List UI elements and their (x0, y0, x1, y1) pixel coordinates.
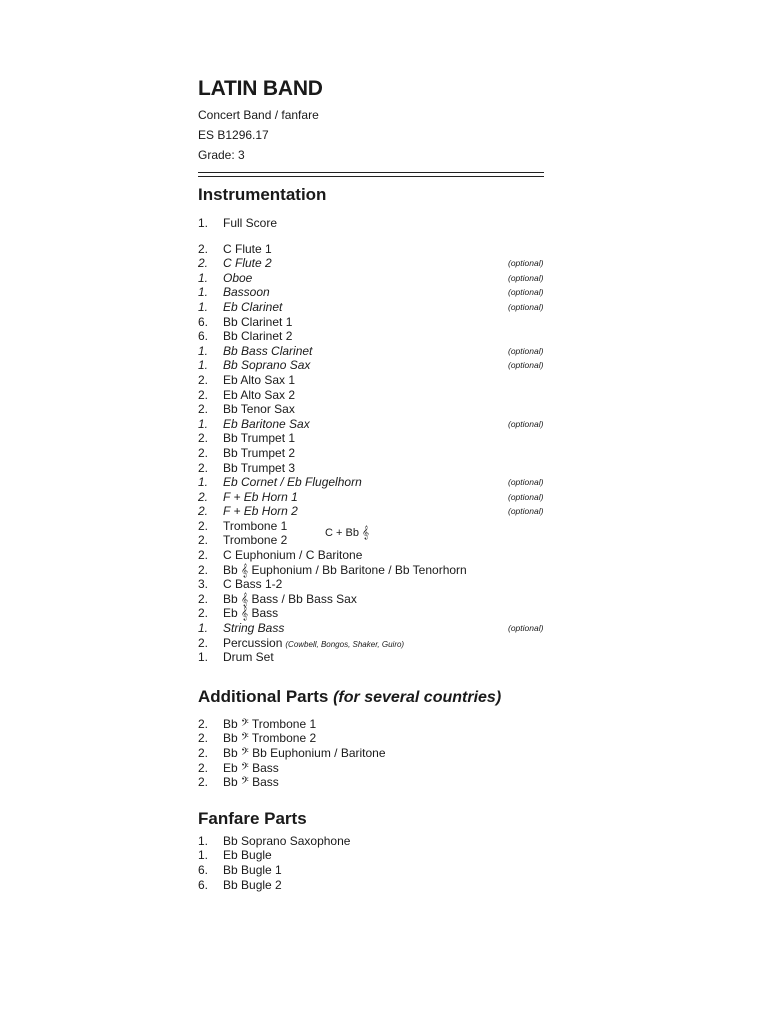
part-count: 1. (198, 650, 209, 665)
part-label: Bb Soprano Sax (223, 358, 311, 373)
part-name (223, 475, 362, 490)
optional-label: (optional) (508, 623, 544, 634)
part-count: 2. (198, 606, 209, 621)
grade: Grade: 3 (198, 148, 245, 162)
part-count: 2. (198, 489, 209, 504)
list-item (198, 533, 558, 548)
part-label: Bb Trumpet 2 (223, 445, 296, 460)
part-label: String Bass (223, 621, 285, 636)
instrumentation-heading: Instrumentation (198, 185, 327, 204)
part-key: Eb (223, 760, 238, 775)
part-name (223, 548, 362, 563)
part-count: 1. (198, 343, 209, 358)
part-count: 2. (198, 562, 209, 577)
part-count: 2. (198, 460, 209, 475)
part-count: 1. (198, 848, 209, 863)
part-label: Bb Bugle 1 (223, 862, 282, 877)
bass-clef-icon: 𝄢 (241, 731, 249, 746)
part-label: Trombone 1 (251, 716, 317, 731)
part-count: 2. (198, 635, 209, 650)
part-label: Trombone 2 (223, 533, 288, 548)
part-count: 1. (198, 299, 209, 314)
list-item (198, 315, 558, 330)
list-item (198, 848, 558, 863)
treble-clef-icon: 𝄞 (241, 562, 249, 577)
list-item (198, 256, 558, 271)
list-item (198, 431, 558, 446)
list-item (198, 417, 558, 432)
part-name (223, 256, 272, 271)
part-count: 2. (198, 533, 209, 548)
list-item (198, 606, 558, 621)
list-item (198, 490, 558, 505)
list-item (198, 636, 558, 651)
part-label: Percussion (223, 635, 283, 650)
part-label: Bb Bugle 2 (223, 877, 282, 892)
part-count: 6. (198, 329, 209, 344)
list-item (198, 402, 558, 417)
list-item (198, 285, 558, 300)
part-count: 6. (198, 314, 209, 329)
list-item (198, 300, 558, 315)
list-item (198, 621, 558, 636)
optional-label: (optional) (508, 418, 544, 429)
part-key: Bb (223, 746, 238, 760)
part-name (223, 577, 282, 592)
list-item (198, 329, 558, 344)
list-item (198, 216, 558, 231)
list-item (198, 731, 558, 746)
document-title: LATIN BAND (198, 77, 323, 100)
part-name (223, 431, 295, 446)
part-label: Bb Trumpet 3 (223, 460, 296, 475)
part-count: 2. (198, 372, 209, 387)
part-key: Bb (223, 731, 238, 746)
list-item (198, 242, 558, 257)
part-label: Euphonium / Bb Baritone / Bb Tenorhorn (251, 562, 467, 577)
part-label: Bb Bass Clarinet (223, 343, 313, 358)
list-item (198, 563, 558, 578)
part-label: Eb Alto Sax 2 (223, 387, 296, 402)
ensemble-type: Concert Band / fanfare (198, 108, 319, 122)
part-label: C Flute 1 (223, 241, 272, 256)
optional-label: (optional) (508, 477, 544, 488)
part-note: (Cowbell, Bongos, Shaker, Guiro) (285, 639, 405, 649)
part-count: 2. (198, 591, 209, 606)
part-count: 2. (198, 548, 209, 563)
part-name (223, 621, 284, 636)
list-item (198, 717, 558, 732)
fanfare-parts-heading: Fanfare Parts (198, 808, 307, 828)
bass-clef-icon: 𝄢 (241, 716, 249, 731)
part-count: 1. (198, 270, 209, 285)
part-count: 2. (198, 760, 209, 775)
part-key: Eb (223, 606, 238, 621)
list-item (198, 746, 558, 761)
part-name (223, 344, 312, 359)
part-label: Bb Euphonium / Baritone (252, 746, 386, 760)
part-name (223, 518, 370, 539)
part-name (223, 329, 292, 344)
part-count: 1. (198, 621, 209, 636)
additional-parts-list (198, 717, 558, 790)
part-count: 1. (198, 416, 209, 431)
list-item (198, 548, 558, 563)
part-label: Eb Clarinet (223, 299, 283, 314)
part-count: 2. (198, 256, 209, 271)
instrumentation-list (198, 242, 558, 665)
part-count: 1. (198, 358, 209, 373)
part-label: Bassoon (223, 285, 270, 300)
part-name (223, 717, 316, 732)
optional-label: (optional) (508, 258, 544, 269)
part-count: 2. (198, 431, 209, 446)
part-count: 6. (198, 862, 209, 877)
list-item (198, 475, 558, 490)
part-count: 2. (198, 387, 209, 402)
part-count: 1. (198, 216, 209, 230)
part-name (223, 863, 282, 878)
list-item (198, 461, 558, 476)
part-count: 2. (198, 241, 209, 256)
part-label: Bb Clarinet 1 (223, 314, 293, 329)
part-name (223, 271, 252, 286)
optional-label: (optional) (508, 360, 544, 371)
part-count: 1. (198, 285, 209, 300)
part-count: 2. (198, 402, 209, 417)
part-name (223, 533, 287, 548)
part-count: 2. (198, 731, 209, 746)
list-item (198, 373, 558, 388)
list-item (198, 834, 558, 849)
part-count: 2. (198, 504, 209, 519)
part-count: 3. (198, 577, 209, 592)
fanfare-parts-list (198, 834, 558, 892)
part-name (223, 504, 298, 519)
part-key: Bb (223, 775, 238, 790)
trombone-key-label: C + Bb (325, 526, 359, 539)
list-item (198, 863, 558, 878)
part-count: 1. (198, 833, 209, 848)
part-name (223, 746, 386, 761)
part-count: 2. (198, 716, 209, 731)
bass-clef-icon: 𝄢 (241, 775, 249, 790)
bass-clef-icon: 𝄢 (241, 746, 249, 760)
part-name (223, 315, 292, 330)
additional-parts-title: Additional Parts (198, 686, 329, 706)
part-label: Oboe (223, 270, 253, 285)
part-name (223, 834, 350, 849)
part-name (223, 402, 295, 417)
treble-clef-icon: 𝄞 (362, 524, 370, 539)
part-name: Full Score (223, 216, 278, 230)
part-name (223, 563, 467, 578)
part-name (223, 242, 272, 257)
document-page (198, 76, 558, 892)
optional-label: (optional) (508, 287, 544, 298)
list-item (198, 271, 558, 286)
part-name (223, 300, 282, 315)
list-item (198, 650, 558, 665)
list-item (198, 344, 558, 359)
score-list (198, 216, 558, 231)
part-label: Bass / Bb Bass Sax (251, 591, 357, 606)
optional-label: (optional) (508, 272, 544, 283)
part-name (223, 775, 279, 790)
list-item (198, 358, 558, 373)
part-label: Eb Cornet / Eb Flugelhorn (223, 475, 362, 490)
part-name (223, 761, 279, 776)
part-label: Eb Bugle (223, 848, 272, 863)
part-label: F + Eb Horn 2 (223, 504, 298, 519)
part-name (223, 358, 310, 373)
optional-label: (optional) (508, 506, 544, 517)
list-item (198, 592, 558, 607)
part-label: Bb Trumpet 1 (223, 431, 296, 446)
treble-clef-icon: 𝄞 (241, 606, 249, 621)
part-label: Bass (251, 606, 279, 621)
part-label: C Flute 2 (223, 256, 272, 271)
part-name (223, 878, 282, 893)
part-count: 6. (198, 877, 209, 892)
part-label: Bass (252, 760, 279, 775)
part-label: Bb Soprano Saxophone (223, 833, 351, 848)
part-name (223, 490, 298, 505)
header-divider (198, 172, 544, 177)
part-name (223, 285, 270, 300)
list-item (198, 388, 558, 403)
part-name (223, 388, 295, 403)
part-key: Bb (223, 591, 238, 606)
additional-parts-subtitle: (for several countries) (333, 688, 502, 706)
optional-label: (optional) (508, 491, 544, 502)
part-key: Bb (223, 562, 238, 577)
part-key: Bb (223, 716, 238, 731)
list-item (198, 518, 558, 539)
part-name (223, 373, 295, 388)
part-count: 2. (198, 518, 209, 533)
list-item (198, 446, 558, 461)
list-item (198, 577, 558, 592)
catalog-number: ES B1296.17 (198, 128, 269, 142)
part-label: Bb Clarinet 2 (223, 329, 293, 344)
part-label: Trombone 2 (251, 731, 317, 746)
part-name (223, 848, 272, 863)
list-item (198, 504, 558, 519)
part-label: C Euphonium / C Baritone (223, 548, 363, 563)
part-label: Bb Tenor Sax (223, 402, 295, 417)
additional-parts-heading (198, 686, 558, 709)
part-count: 2. (198, 775, 209, 790)
part-name (223, 461, 295, 476)
part-count: 1. (198, 475, 209, 490)
list-item (198, 761, 558, 776)
part-label: C Bass 1-2 (223, 577, 283, 592)
part-label: Drum Set (223, 650, 274, 665)
list-item (198, 775, 558, 790)
part-name (223, 417, 310, 432)
optional-label: (optional) (508, 301, 544, 312)
part-name (223, 606, 278, 621)
part-label: F + Eb Horn 1 (223, 489, 298, 504)
optional-label: (optional) (508, 345, 544, 356)
part-label: Trombone 1 (223, 518, 288, 533)
part-name (223, 731, 316, 746)
treble-clef-icon: 𝄞 (241, 591, 249, 606)
part-name (223, 592, 357, 607)
part-label: Eb Alto Sax 1 (223, 372, 296, 387)
list-item (198, 878, 558, 893)
part-count: 2. (198, 746, 209, 760)
part-label: Eb Baritone Sax (223, 416, 310, 431)
part-label: Bass (252, 775, 279, 790)
part-count: 2. (198, 445, 209, 460)
part-name (223, 446, 295, 461)
part-name (223, 650, 274, 665)
bass-clef-icon: 𝄢 (241, 760, 249, 775)
